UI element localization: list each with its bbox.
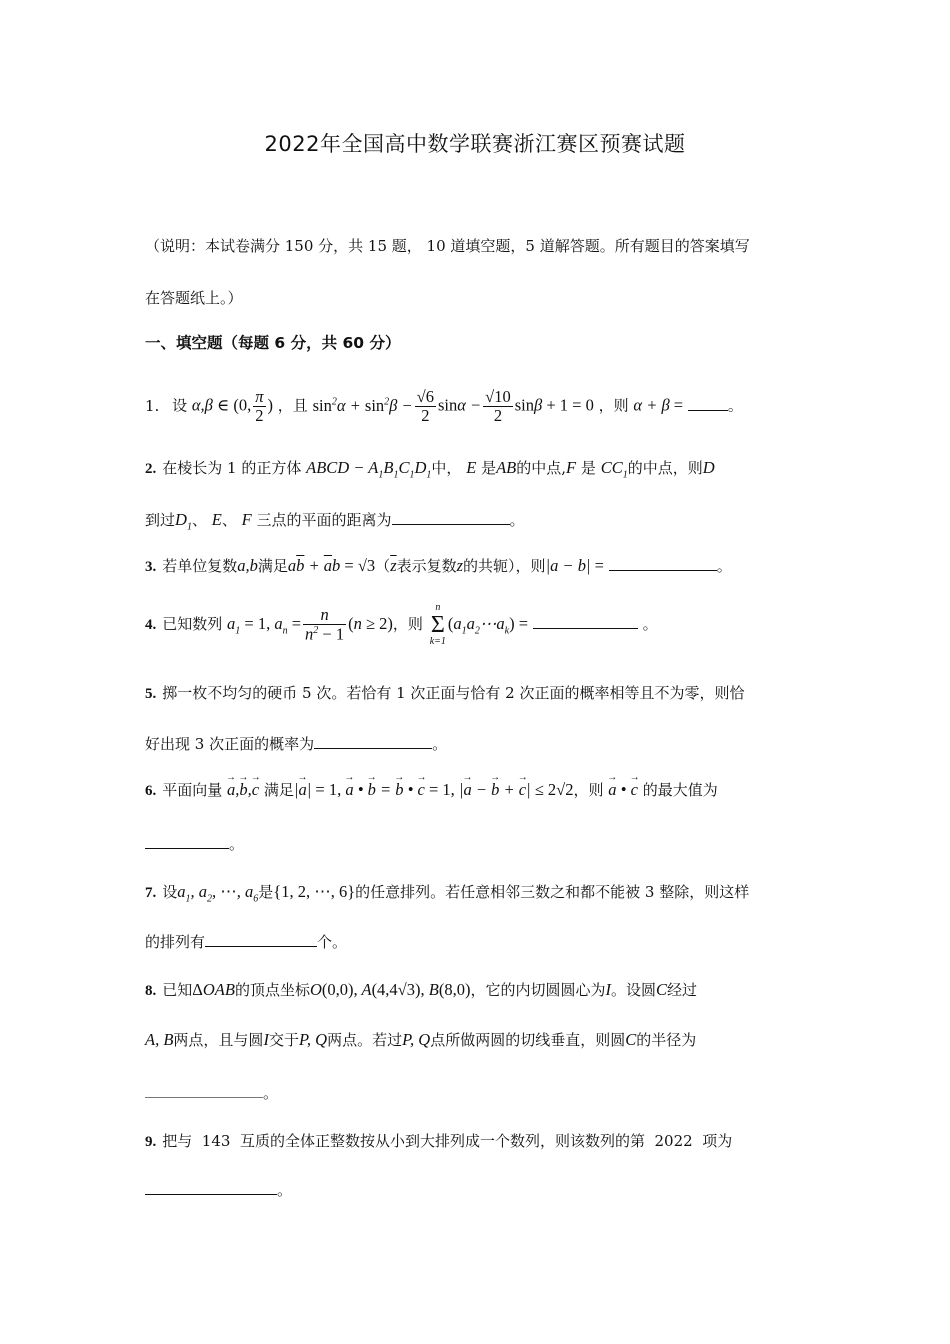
q2-text-e: 是 xyxy=(580,459,596,477)
question-1: 1. 设 α,β ∈ (0, $\frac{\pi}{2}$ ) ，且 $\sin^2\alpha + \sin^2\beta$ − $\frac{√6}{2}$ sinα − $\frac{√10}{2}$ sinβ + 1 = 0 ，则 α + β = 。 xyxy=(145,386,743,425)
q1-text-a: 设 xyxy=(172,396,188,415)
question-7: 7. 设$a_1$, $a_2$, ⋯, $a_6$是{1, 2, ⋯, 6}的任意排列。若任意相邻三数之和都不能被 3 整除，则这样 xyxy=(145,882,750,905)
q4-number: 4. xyxy=(145,617,157,633)
q1-text-c: ，则 xyxy=(598,396,629,415)
q2-line2-a: 到过 xyxy=(145,511,176,529)
question-7-line-2 xyxy=(145,932,810,952)
q2-end: 。 xyxy=(509,511,525,529)
q7-end: 个。 xyxy=(317,933,348,951)
q7-text-b: 是 xyxy=(258,883,274,901)
question-2: 2. 在棱长为 1 的正方体 ABCD − $A_1B_1C_1D_1$中， E 是AB的中点,F 是 $CC_1$的中点，则D xyxy=(145,458,715,481)
question-5-line-2 xyxy=(145,734,810,754)
q6-text-b: 满足 xyxy=(263,781,294,799)
q2-answer-blank xyxy=(392,510,510,525)
q2-line2-c: 、 xyxy=(221,511,237,529)
q8-text-b: 的顶点坐标 xyxy=(234,981,310,999)
q8-answer-blank xyxy=(145,1083,263,1098)
q2-text-d: 的中点, xyxy=(516,459,567,477)
q6-end: 。 xyxy=(229,835,245,853)
q3-text-a: 若单位复数 xyxy=(162,557,238,575)
q1-number: 1. xyxy=(145,396,160,415)
q2-text-a: 在棱长为 1 的正方体 xyxy=(162,459,302,477)
question-2-line-2: 到过$D_1$、 E、 F 三点的平面的距离为 。 xyxy=(145,510,525,533)
q3-text-d: 表示复数 xyxy=(396,557,457,575)
q5-number: 5. xyxy=(145,686,157,702)
q8-line2-c: 两点。若过 xyxy=(327,1031,403,1049)
q3-text-b: 满足 xyxy=(257,557,288,575)
q4-answer-blank xyxy=(533,614,638,629)
q6-number: 6. xyxy=(145,783,157,799)
q7-text-c: 的任意排列。若任意相邻三数之和都不能被 3 整除，则这样 xyxy=(355,883,750,901)
q8-end: 。 xyxy=(263,1084,279,1102)
q8-line2-e: 的半径为 xyxy=(636,1031,697,1049)
note-line-2: 在答题纸上。） xyxy=(145,289,243,307)
q6-text-a: 平面向量 xyxy=(162,781,223,799)
question-8-line-2: A, B两点，且与圆I交于P, Q两点。若过P, Q点所做两圆的切线垂直，则圆C的半径为 xyxy=(145,1030,697,1049)
q6-text-c: ，则 xyxy=(573,781,604,799)
q5-answer-blank xyxy=(314,734,432,749)
section-heading: 一、填空题（每题 6 分，共 60 分） xyxy=(145,334,401,352)
q1-frac-sqrt10: $\frac{√10}{2}$ xyxy=(485,386,511,425)
note-line-1: （说明：本试卷满分 150 分，共 15 题， 10 道填空题，5 道解答题。所有题目的答案填写 xyxy=(145,237,750,255)
q1-answer-blank xyxy=(688,396,728,411)
question-3: 3. 若单位复数a,b满足$a\overline{b} + \overline{a}b = √3(\overline{z}$表示复数z的共轭），则|a − b| = 。 xyxy=(145,556,732,575)
q8-text-c: ，它的内切圆圆心为 xyxy=(470,981,606,999)
q4-sum-symbol: n Σ k=1 xyxy=(429,602,446,647)
q1-frac-sqrt6: $\frac{√6}{2}$ xyxy=(416,386,434,425)
q5-line-1: 掷一枚不均匀的硬币 5 次。若恰有 1 次正面与恰有 2 次正面的概率相等且不为零，则恰 xyxy=(162,684,745,702)
q2-line2-b: 、 xyxy=(191,511,207,529)
question-9 xyxy=(145,1131,810,1152)
question-4: 4. 已知数列 $a_1 = 1$, $a_n$ = $\frac{n}{n^2 - 1}$ (n ≥ 2)，则 n Σ k=1 $(a_1a_2\cdots a_k)$ = 。 xyxy=(145,602,658,647)
question-8-line-3 xyxy=(145,1083,810,1103)
q3-text-e: 的共轭），则 xyxy=(463,557,546,575)
page-title: 2022年全国高中数学联赛浙江赛区预赛试题 xyxy=(264,132,686,156)
q3-number: 3. xyxy=(145,559,157,575)
q5-line-2: 好出现 3 次正面的概率为 xyxy=(145,735,315,753)
q2-text-f: 的中点，则 xyxy=(627,459,703,477)
q1-frac-pi2: $\frac{\pi}{2}$ xyxy=(255,386,264,425)
q7-line-2: 的排列有 xyxy=(145,933,206,951)
q8-line2-d: 点所做两圆的切线垂直，则圆 xyxy=(430,1031,626,1049)
question-5 xyxy=(145,683,810,704)
q3-end: 。 xyxy=(716,557,732,575)
q4-end: 。 xyxy=(642,615,658,633)
q4-text-b: ，则 xyxy=(392,615,423,633)
q7-answer-blank xyxy=(205,932,317,947)
question-9-line-2 xyxy=(145,1180,810,1200)
question-8: 8. 已知ΔOAB的顶点坐标O(0,0), A(4,4√3), B(8,0)，它的内切圆圆心为I。设圆C经过 xyxy=(145,980,698,999)
q8-line2-a: 两点，且与圆 xyxy=(173,1031,264,1049)
q7-number: 7. xyxy=(145,885,157,901)
q9-number: 9. xyxy=(145,1134,157,1150)
q1-equation: $\sin^2\alpha + \sin^2\beta$ − xyxy=(312,395,413,415)
q2-text-b: 中， xyxy=(431,459,462,477)
q8-line2-b: 交于 xyxy=(268,1031,299,1049)
question-6-line-2 xyxy=(145,834,810,854)
q8-number: 8. xyxy=(145,983,157,999)
q3-text-c: （ xyxy=(375,557,391,575)
q6-text-d: 的最大值为 xyxy=(642,781,718,799)
q2-text-c: 是 xyxy=(481,459,497,477)
q4-text-a: 已知数列 xyxy=(162,615,223,633)
question-6: 6. 平面向量 → a,→ b,→ c 满足|→ a| = 1, → a • → b = → b • → c = 1, |→ a − → b + → c| ≤ 2√2，则 → a • → c 的最大值为 xyxy=(145,780,810,801)
q3-answer-blank xyxy=(609,556,717,571)
q9-end: 。 xyxy=(277,1181,293,1199)
q1-end: 。 xyxy=(727,396,743,415)
q9-answer-blank xyxy=(145,1180,277,1195)
q8-text-e: 经过 xyxy=(667,981,698,999)
q7-text-a: 设 xyxy=(162,883,178,901)
q1-text-b: ，且 xyxy=(277,396,308,415)
q8-text-a: 已知 xyxy=(162,981,193,999)
q1-formula-domain: α,β ∈ (0, xyxy=(191,395,252,415)
q2-line2-d: 三点的平面的距离为 xyxy=(256,511,392,529)
q8-text-d: 。设圆 xyxy=(610,981,656,999)
q5-end: 。 xyxy=(432,735,448,753)
q6-answer-blank xyxy=(145,834,229,849)
q4-frac: $\frac{n}{n^2 - 1}$ xyxy=(305,605,345,644)
q2-number: 2. xyxy=(145,461,157,477)
q9-line-1: 把与 143 互质的全体正整数按从小到大排列成一个数列，则该数列的第 2022 项为 xyxy=(162,1132,733,1150)
